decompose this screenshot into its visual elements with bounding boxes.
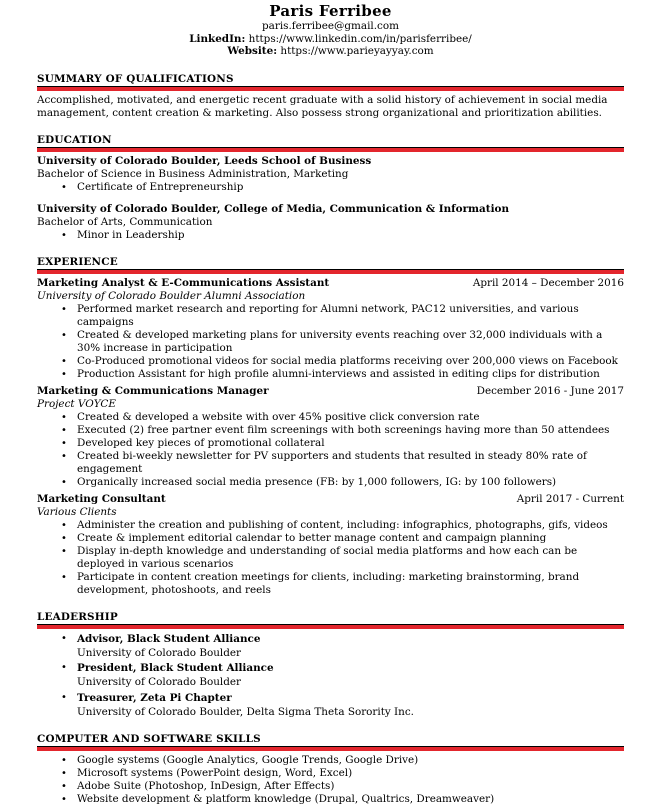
job-role: Marketing Analyst & E-Communications Assistant bbox=[37, 276, 330, 289]
list-item: • Adobe Suite (Photoshop, InDesign, After Effects) bbox=[77, 780, 624, 793]
degree: Bachelor of Science in Business Administration, Marketing bbox=[37, 167, 349, 180]
list-item: • Created bi-weekly newsletter for PV supporters and students that resulted in steady 80% rate of engagement bbox=[77, 450, 624, 476]
leadership-item bbox=[77, 661, 624, 690]
list-item: • Create & implement editorial calendar to better manage content and campaign planning bbox=[77, 532, 624, 545]
linkedin-line bbox=[37, 33, 624, 46]
list-item: • Created & developed marketing plans for university events reaching over 32,000 individuals with a 30% increase in participation bbox=[77, 329, 624, 355]
list-item: • Production Assistant for high profile alumni-interviews and assisted in editing clips for distribution bbox=[77, 368, 624, 381]
employer: Various Clients bbox=[37, 505, 117, 518]
employer: Project VOYCE bbox=[37, 397, 116, 410]
job-bullets bbox=[37, 519, 624, 597]
list-item: • Display in-depth knowledge and understanding of social media platforms and how each can be deployed in various scenarios bbox=[77, 545, 624, 571]
list-item: • Minor in Leadership bbox=[77, 229, 624, 242]
list-item: • Performed market research and reporting for Alumni network, PAC12 universities, and various campaigns bbox=[77, 303, 624, 329]
list-item: • Administer the creation and publishing of content, including: infographics, photographs, gifs, videos bbox=[77, 519, 624, 532]
website-label: Website: bbox=[227, 45, 278, 57]
job-bullets bbox=[37, 303, 624, 381]
employer: University of Colorado Boulder Alumni Association bbox=[37, 289, 306, 302]
leadership-item bbox=[77, 632, 624, 661]
candidate-name: Paris Ferribee bbox=[269, 2, 392, 20]
job-header bbox=[37, 385, 624, 398]
summary-text: Accomplished, motivated, and energetic recent graduate with a solid history of achievement in social media management, content creation & marketing. Also possess strong organizational and prioritization abilities. bbox=[37, 93, 608, 119]
list-item: • Created & developed a website with over 45% positive click conversion rate bbox=[77, 411, 624, 424]
linkedin-label: LinkedIn: bbox=[189, 32, 246, 45]
website-url[interactable]: https://www.parieyayyay.com bbox=[280, 45, 434, 57]
list-item: • Certificate of Entrepreneurship bbox=[77, 181, 624, 194]
job-entry bbox=[37, 493, 624, 597]
job-dates: December 2016 - June 2017 bbox=[476, 384, 624, 397]
school-name: University of Colorado Boulder, College of Media, Communication & Information bbox=[37, 202, 510, 215]
leadership-role: Advisor, Black Student Alliance bbox=[77, 632, 261, 645]
website-line bbox=[37, 45, 624, 58]
email-address[interactable]: paris.ferribee@gmail.com bbox=[262, 20, 399, 32]
leadership-org: University of Colorado Boulder bbox=[77, 646, 241, 659]
job-bullets bbox=[37, 411, 624, 489]
section-title-experience: EXPERIENCE bbox=[37, 255, 118, 268]
section-divider bbox=[37, 147, 624, 152]
list-item: • Developed key pieces of promotional collateral bbox=[77, 437, 624, 450]
job-role: Marketing Consultant bbox=[37, 492, 166, 505]
section-divider bbox=[37, 746, 624, 751]
job-entry bbox=[37, 385, 624, 489]
section-title-education: EDUCATION bbox=[37, 133, 112, 146]
section-title-leadership: LEADERSHIP bbox=[37, 610, 118, 623]
list-item: • Organically increased social media presence (FB: by 1,000 followers, IG: by 100 followers) bbox=[77, 476, 624, 489]
list-item: • Participate in content creation meetings for clients, including: marketing brainstorming, brand development, photoshoots, and reels bbox=[77, 571, 624, 597]
job-header bbox=[37, 277, 624, 290]
job-dates: April 2017 - Current bbox=[516, 492, 624, 505]
skills-list bbox=[37, 754, 624, 806]
education-entry bbox=[37, 155, 624, 194]
job-role: Marketing & Communications Manager bbox=[37, 384, 269, 397]
leadership-role: President, Black Student Alliance bbox=[77, 662, 274, 674]
section-title-skills: COMPUTER AND SOFTWARE SKILLS bbox=[37, 733, 261, 745]
school-name: University of Colorado Boulder, Leeds School of Business bbox=[37, 154, 372, 167]
leadership-org: University of Colorado Boulder, Delta Sigma Theta Sorority Inc. bbox=[77, 705, 414, 718]
list-item: • Website development & platform knowledge (Drupal, Qualtrics, Dreamweaver) bbox=[77, 793, 624, 806]
section-divider bbox=[37, 624, 624, 629]
job-entry bbox=[37, 277, 624, 381]
resume-header bbox=[37, 0, 624, 58]
list-item: • Executed (2) free partner event film screenings with both screenings having more than 50 attendees bbox=[77, 424, 624, 437]
list-item: • Microsoft systems (PowerPoint design, Word, Excel) bbox=[77, 767, 624, 780]
education-entry bbox=[37, 203, 624, 242]
list-item: • Co-Produced promotional videos for social media platforms receiving over 200,000 views on Facebook bbox=[77, 355, 624, 368]
section-divider bbox=[37, 86, 624, 91]
list-item: • Google systems (Google Analytics, Google Trends, Google Drive) bbox=[77, 754, 624, 767]
leadership-role: Treasurer, Zeta Pi Chapter bbox=[77, 691, 232, 704]
leadership-item bbox=[77, 691, 624, 720]
leadership-org: University of Colorado Boulder bbox=[77, 676, 241, 688]
degree: Bachelor of Arts, Communication bbox=[37, 215, 213, 228]
job-dates: April 2014 – December 2016 bbox=[472, 276, 624, 289]
leadership-list bbox=[37, 632, 624, 720]
section-divider bbox=[37, 269, 624, 274]
education-bullets bbox=[37, 181, 624, 194]
linkedin-url[interactable]: https://www.linkedin.com/in/parisferribee/ bbox=[248, 32, 472, 45]
section-title-summary: SUMMARY OF QUALIFICATIONS bbox=[37, 72, 234, 85]
job-header bbox=[37, 493, 624, 506]
education-bullets bbox=[37, 229, 624, 242]
email-line bbox=[37, 20, 624, 33]
